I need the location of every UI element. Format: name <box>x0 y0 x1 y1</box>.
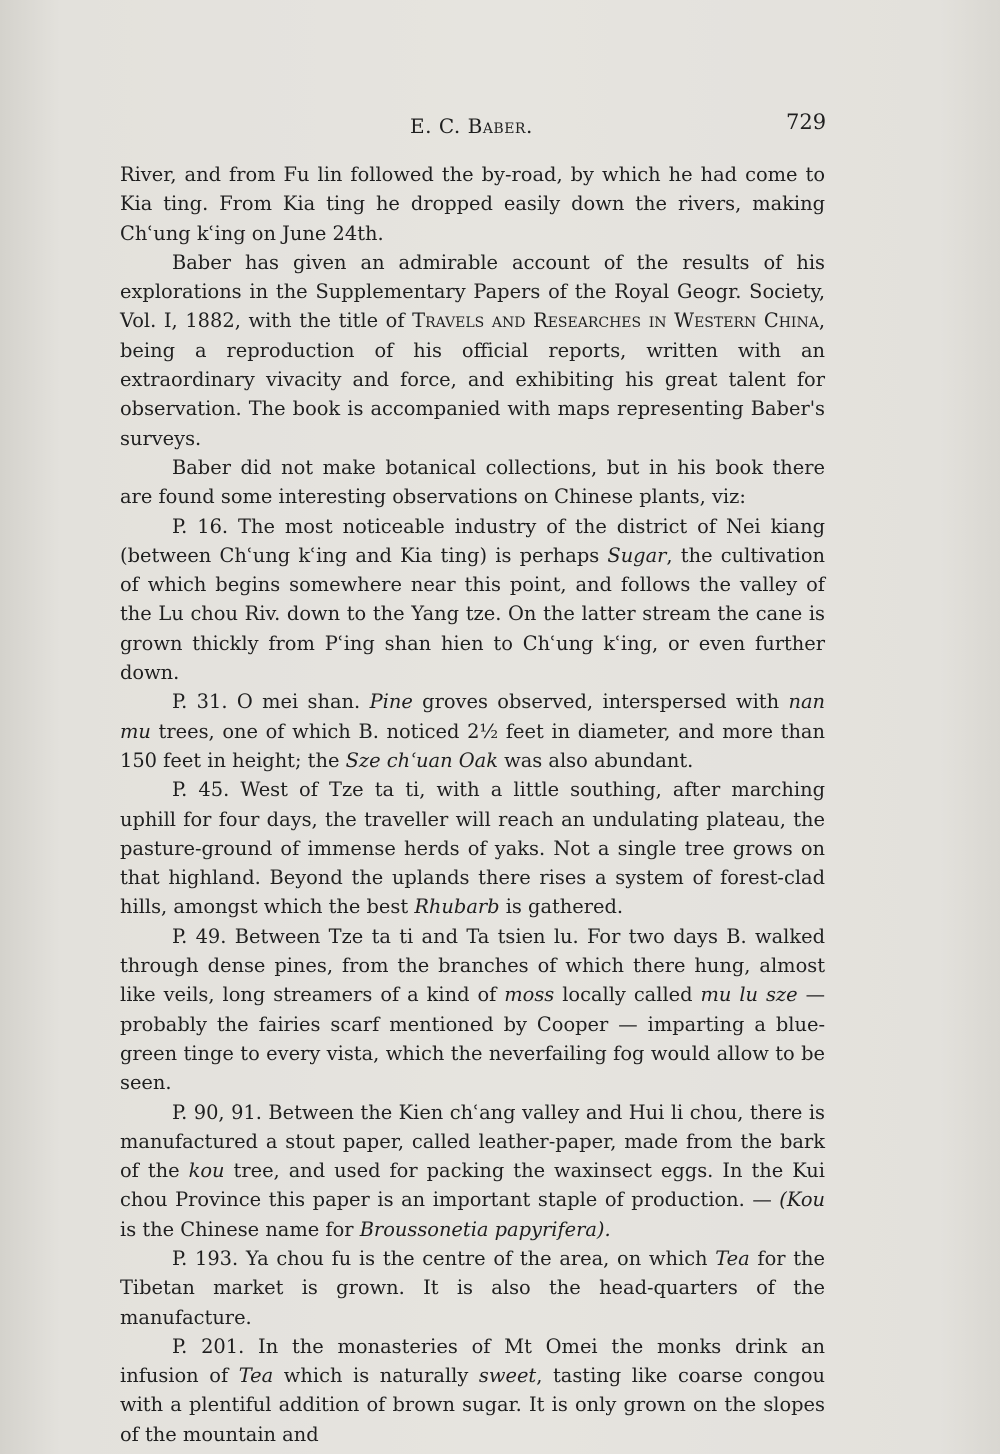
page-header <box>0 110 1000 140</box>
paragraph <box>120 453 825 512</box>
page-number: 729 <box>786 110 827 134</box>
text-run: P. 45. West of Tze ta ti, with a little southing, after marching uphill for four days, the traveller will reach an undulating plateau, the pasture-ground of immense herds of yaks. Not a single tree grows on that highland. Beyond the uplands there rises a system of forest-clad hills, amongst which the best <box>120 778 825 919</box>
text-run: tree, and used for packing the waxinsect eggs. In the Kui chou Province this paper is an important staple of production. — <box>120 1159 825 1212</box>
italic-text: Rhubarb <box>414 895 500 919</box>
small-caps-text: Travels and Researches in Western China <box>412 309 819 333</box>
text-run: P. 90, 91. Between the Kien chʿang valley and Hui li chou, there is manufactured a stout paper, called leather-paper, made from the bark of the <box>120 1100 825 1183</box>
body-text <box>120 160 825 1449</box>
paragraph <box>120 775 825 921</box>
paragraph <box>120 1098 825 1244</box>
paragraph <box>120 1332 825 1449</box>
italic-text: Sze chʿuan Oak <box>345 748 498 772</box>
italic-text: nan mu <box>120 690 825 743</box>
italic-text: Sugar <box>607 543 667 567</box>
text-run: Baber has given an admirable account of the results of his explorations in the Supplementary Papers of the Royal Geogr. Society, Vol. I, 1882, with the title of <box>120 250 825 333</box>
text-run: trees, one of which B. noticed 2½ feet in diameter, and more than 150 feet in height; the <box>120 719 825 772</box>
text-run: is gathered. <box>499 895 624 919</box>
text-run: River, and from Fu lin followed the by-road, by which he had come to Kia ting. From Kia ting he dropped easily down the rivers, making Chʿung kʿing on June 24th. <box>120 163 825 245</box>
paragraph <box>120 1244 825 1332</box>
text-run: P. 31. O mei shan. <box>172 690 370 714</box>
italic-text: mu lu sze <box>700 983 798 1007</box>
text-run: is the Chinese name for <box>120 1217 360 1241</box>
text-run: — probably the fairies scarf mentioned by Cooper — imparting a blue-green tinge to every vista, which the neverfailing fog would allow to be seen. <box>120 983 825 1095</box>
italic-text: Tea <box>238 1364 274 1388</box>
text-run: for the Tibetan market is grown. It is also the head-quarters of the manufacture. <box>120 1246 825 1329</box>
paragraph <box>120 687 825 775</box>
text-run: P. 201. In the monasteries of Mt Omei the monks drink an infusion of <box>120 1334 825 1388</box>
paragraph <box>120 160 825 248</box>
text-run: , the cultivation of which begins somewhere near this point, and follows the valley of the Lu chou Riv. down to the Yang tze. On the latter stream the cane is grown thickly from Pʿing shan hien to Chʿung kʿing, or even further down. <box>120 543 825 685</box>
text-run: , tasting like coarse congou with a plentiful addition of brown sugar. It is only grown on the slopes of the mountain and <box>120 1364 825 1446</box>
text-run: P. 16. The most noticeable industry of the district of Nei kiang (between Chʿung kʿing and Kia ting) is perhaps <box>120 514 825 567</box>
text-run: groves observed, interspersed with <box>412 690 789 714</box>
text-run: P. 193. Ya chou fu is the centre of the area, on which <box>172 1246 716 1270</box>
text-run: , being a reproduction of his official reports, written with an extraordinary vivacity and force, and exhibiting his great talent for observation. The book is accompanied with maps representing Baber's surveys. <box>120 309 825 450</box>
text-run: locally called <box>554 983 701 1007</box>
italic-text: kou <box>188 1159 225 1183</box>
text-run: P. 49. Between Tze ta ti and Ta tsien lu. For two days B. walked through dense pines, from the branches of which there hung, almost like veils, long streamers of a kind of <box>120 924 825 1007</box>
italic-text: Tea <box>715 1246 750 1270</box>
text-run: Baber did not make botanical collections, but in his book there are found some interesting observations on Chinese plants, viz: <box>120 455 825 509</box>
italic-text: sweet <box>478 1364 537 1388</box>
text-run: which is naturally <box>273 1364 479 1388</box>
text-run: was also abundant. <box>497 748 694 772</box>
italic-text: Pine <box>369 690 413 714</box>
paragraph <box>120 512 825 688</box>
italic-text: (Kou <box>779 1188 825 1212</box>
paragraph <box>120 248 825 453</box>
italic-text: moss <box>504 983 555 1007</box>
paragraph <box>120 922 825 1098</box>
running-head: E. C. Baber. <box>410 114 533 138</box>
italic-text: Broussonetia papyrifera). <box>359 1217 611 1241</box>
